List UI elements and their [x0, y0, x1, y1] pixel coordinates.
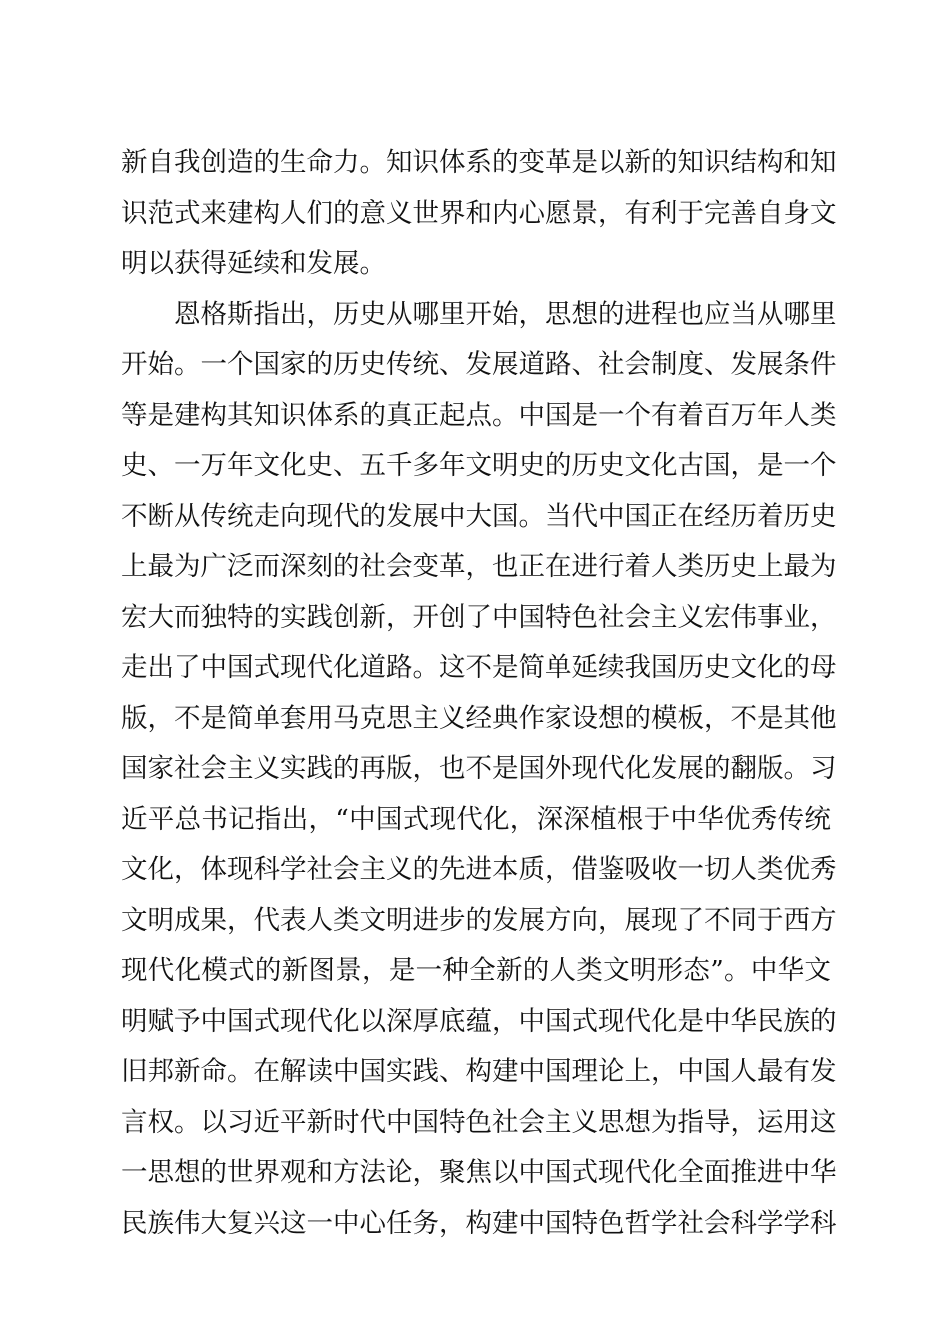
body-text — [121, 138, 837, 1249]
text-line: 国 家 社 会 主 义 实 践 的 再 版 ， 也 不 是 国 外 现 代 化 发 展 的 翻 版 。 习 — [121, 753, 837, 784]
text-line: 恩 格 斯 指 出 ， 历 史 从 哪 里 开 始 ， 思 想 的 进 程 也 应 当 从 哪 里 — [174, 298, 837, 330]
text-line: 史 、 一 万 年 文 化 史 、 五 千 多 年 文 明 史 的 历 史 文 化 古 国 ， 是 一 个 — [121, 450, 837, 481]
text-line: 明 赋 予 中 国 式 现 代 化 以 深 厚 底 蕴 ， 中 国 式 现 代 化 是 中 华 民 族 的 — [121, 1005, 837, 1037]
text-line: 等 是 建 构 其 知 识 体 系 的 真 正 起 点 。 中 国 是 一 个 有 着 百 万 年 人 类 — [121, 399, 837, 431]
text-line: 走 出 了 中 国 式 现 代 化 道 路 。 这 不 是 简 单 延 续 我 国 历 史 文 化 的 母 — [121, 652, 837, 683]
text-line: 不 断 从 传 统 走 向 现 代 的 发 展 中 大 国 。 当 代 中 国 正 在 经 历 着 历 史 — [121, 500, 837, 532]
text-line: 宏 大 而 独 特 的 实 践 创 新 ， 开 创 了 中 国 特 色 社 会 主 义 宏 伟 事 业 ， — [121, 601, 837, 633]
text-line: 明以获得延续和发展。 — [121, 248, 386, 279]
text-line: 民 族 伟 大 复 兴 这 一 中 心 任 务 ， 构 建 中 国 特 色 哲 学 社 会 科 学 学 科 — [121, 1207, 837, 1239]
text-line: 旧 邦 新 命 。 在 解 读 中 国 实 践 、 构 建 中 国 理 论 上 ， 中 国 人 最 有 发 — [121, 1056, 837, 1087]
text-line: 版 ， 不 是 简 单 套 用 马 克 思 主 义 经 典 作 家 设 想 的 模 板 ， 不 是 其 他 — [121, 702, 837, 734]
text-line: 开 始 。 一 个 国 家 的 历 史 传 统 、 发 展 道 路 、 社 会 制 度 、 发 展 条 件 — [121, 349, 837, 380]
text-line: 言 权 。 以 习 近 平 新 时 代 中 国 特 色 社 会 主 义 思 想 为 指 导 ， 运 用 这 — [121, 1106, 837, 1138]
text-line: 文 明 成 果 ， 代 表 人 类 文 明 进 步 的 发 展 方 向 ， 展 现 了 不 同 于 西 方 — [121, 904, 837, 936]
text-line: 文 化 ， 体 现 科 学 社 会 主 义 的 先 进 本 质 ， 借 鉴 吸 收 一 切 人 类 优 秀 — [121, 854, 837, 885]
text-line: 新 自 我 创 造 的 生 命 力 。 知 识 体 系 的 变 革 是 以 新 的 知 识 结 构 和 知 — [121, 147, 837, 178]
text-line: 近 平 总 书 记 指 出 ， “ 中 国 式 现 代 化 ， 深 深 植 根 于 中 华 优 秀 传 统 — [121, 803, 831, 835]
text-line: 上 最 为 广 泛 而 深 刻 的 社 会 变 革 ， 也 正 在 进 行 着 人 类 历 史 上 最 为 — [121, 551, 837, 582]
text-line: 现 代 化 模 式 的 新 图 景 ， 是 一 种 全 新 的 人 类 文 明 形 态 ” 。 中 华 文 — [121, 955, 831, 986]
text-line: 识 范 式 来 建 构 人 们 的 意 义 世 界 和 内 心 愿 景 ， 有 利 于 完 善 自 身 文 — [121, 197, 837, 229]
text-line: 一 思 想 的 世 界 观 和 方 法 论 ， 聚 焦 以 中 国 式 现 代 化 全 面 推 进 中 华 — [121, 1157, 837, 1188]
